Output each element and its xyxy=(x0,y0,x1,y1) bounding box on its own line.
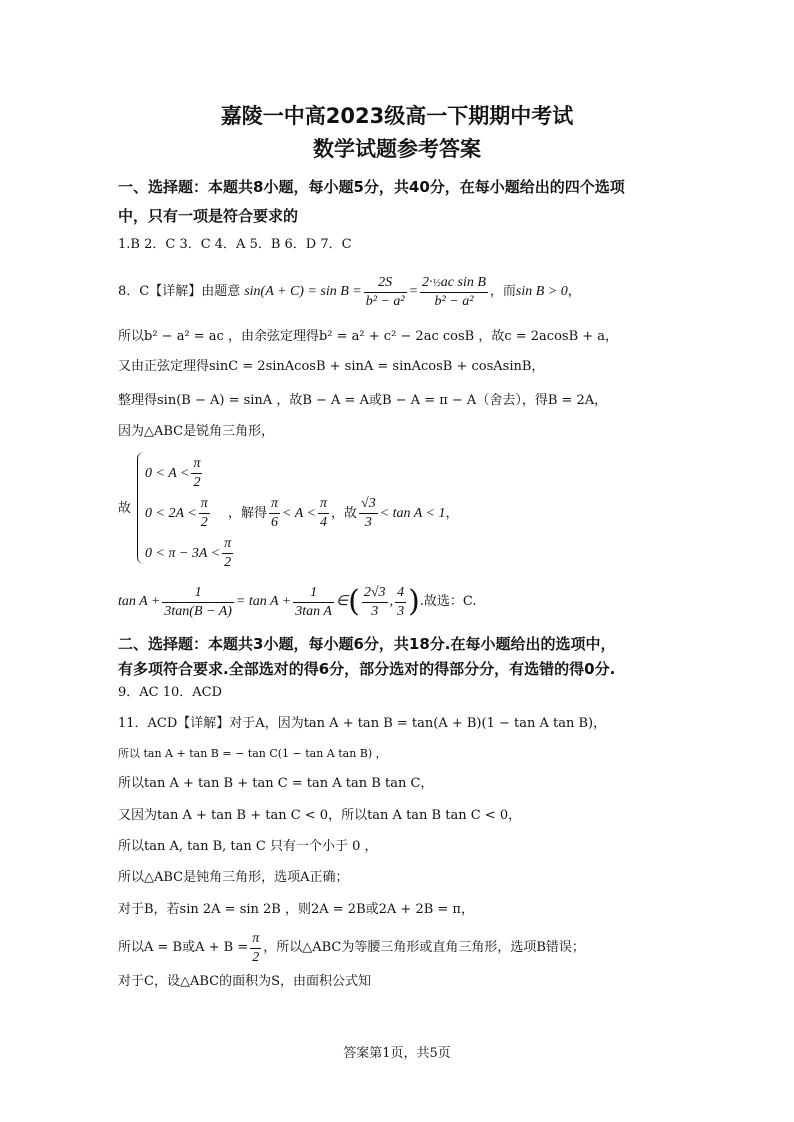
section2-heading-line2: 有多项符合要求.全部选对的得6分，部分选对的得部分分，有选错的得0分. xyxy=(118,660,616,678)
section1-answers: 1.B 2．C 3．C 4．A 5．B 6．D 7．C xyxy=(118,237,352,252)
section2-answers: 9．AC 10．ACD xyxy=(118,685,223,700)
section2-heading-line1: 二、选择题：本题共3小题，每小题6分，共18分.在每小题给出的选项中， xyxy=(118,635,616,653)
q8-jiede: ，解得 xyxy=(228,505,268,521)
q8-line1: 8．C【详解】由题意 sin(A + C) = sin B = $\frac{2S}{\text{b² − a²}}$ = $\frac{\text{2·½ac sin B}}{\text{b² − a²}}$ ，而 sin B > 0 ， xyxy=(118,274,581,309)
ineq-1: 0 < A < $\frac{\pi}{2}$ xyxy=(145,456,201,490)
q11-line3: 所以tan A + tan B + tan C = tan A tan B tan C， xyxy=(118,776,434,791)
page-subtitle: 数学试题参考答案 xyxy=(313,137,481,161)
ineq-2: 0 < 2A < $\frac{\pi}{2}$ xyxy=(145,496,208,530)
q11-line5: 所以tan A, tan B, tan C 只有一个小于 0 ， xyxy=(118,839,378,854)
page-footer: 答案第1页，共5页 xyxy=(343,1046,451,1061)
q11-line7: 对于B，若sin 2A = sin 2B ，则2A = 2B或2A + 2B = π， xyxy=(118,902,474,917)
q11-line9: 对于C，设△ABC的面积为S，由面积公式知 xyxy=(118,974,371,989)
q11-line1: 11．ACD【详解】对于A，因为tan A + tan B = tan(A + B)(1 − tan A tan B)， xyxy=(118,716,607,731)
q11-line2: 所以 tan A + tan B = − tan C(1 − tan A tan B) ， xyxy=(118,747,387,760)
q8-solution: ，解得 $\frac{\pi}{6}$ < A < $\frac{\pi}{4}$ ，故 $\frac{√3}{3}$ < tan A < 1 ， xyxy=(228,496,459,530)
q8-gu: 故 xyxy=(118,501,132,516)
q11-line6: 所以△ABC是钝角三角形，选项A正确； xyxy=(118,870,349,885)
section1-heading-line1: 一、选择题：本题共8小题，每小题5分，共40分，在每小题给出的四个选项 xyxy=(118,178,625,196)
section1-heading-line2: 中，只有一项是符合要求的 xyxy=(118,207,299,225)
q8-line2: 所以b² − a² = ac ，由余弦定理得b² = a² + c² − 2ac cosB ，故c = 2acosB + a， xyxy=(118,329,619,344)
system-brace xyxy=(137,452,144,564)
ineq-3: 0 < π − 3A < $\frac{\pi}{2}$ xyxy=(145,536,232,570)
q11-line4: 又因为tan A + tan B + tan C < 0，所以tan A tan B tan C < 0， xyxy=(118,808,522,823)
q11-line8a: 所以A = B或A + B = xyxy=(118,940,249,955)
q8-label: 8．C【详解】由题意 xyxy=(118,284,241,299)
q8-conclusion: .故选：C. xyxy=(419,594,477,609)
q8-line4: 整理得sin(B − A) = sinA ，故B − A = A或B − A = π − A（舍去），得B = 2A， xyxy=(118,393,608,408)
q11-line8: 所以A = B或A + B = $\frac{\pi}{2}$ ，所以△ABC为等腰三角形或直角三角形，选项B错误； xyxy=(118,930,585,965)
q11-line8b: ，所以△ABC为等腰三角形或直角三角形，选项B错误； xyxy=(263,940,585,955)
q8-final: tan A + $\frac{1}{3\tan(B - A)}$ = tan A + $\frac{1}{\text{3tan A}}$ ∈ ( $\frac{2√3}{3}$ , $\frac{4}{3}$ ) .故选：C. xyxy=(118,584,477,619)
page-title: 嘉陵一中高2023级高一下期期中考试 xyxy=(220,104,574,128)
q8-line5: 因为△ABC是锐角三角形， xyxy=(118,424,275,439)
q8-line3: 又由正弦定理得sinC = 2sinAcosB + sinA = sinAcosB + cosAsinB， xyxy=(118,359,545,374)
q8-gu2: ，故 xyxy=(331,505,358,521)
